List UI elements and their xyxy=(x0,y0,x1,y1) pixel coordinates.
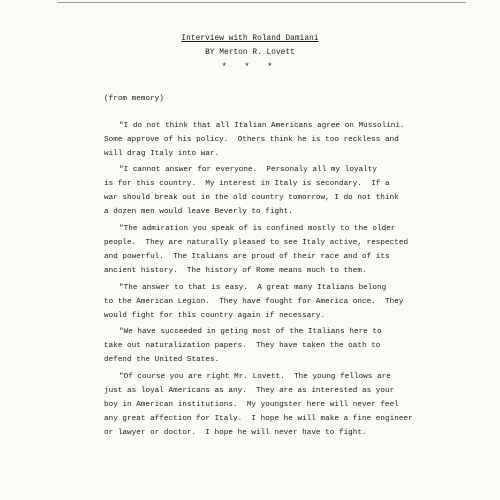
paragraph-3 xyxy=(104,222,500,278)
text-line: is for this country. My interest in Italy is secondary. If a xyxy=(104,180,390,188)
section-separator: * * * xyxy=(221,62,279,72)
text-line: war should break out in the old country tomorrow, I do not think xyxy=(104,194,399,202)
text-line: "I do not think that all Italian Americans agree on Mussolini. xyxy=(119,122,405,130)
text-line: "The answer to that is easy. A great many Italians belong xyxy=(119,284,387,292)
text-line: "I cannot answer for everyone. Personaly all my loyalty xyxy=(119,166,377,174)
paragraph-2 xyxy=(104,163,500,219)
page-top-edge xyxy=(58,2,466,3)
paragraph-1 xyxy=(104,119,500,161)
text-line: "Of course you are right Mr. Lovett. The young fellows are xyxy=(119,373,391,381)
text-line: "The admiration you speak of is confined mostly to the older xyxy=(119,225,396,233)
text-line: will drag Italy into war. xyxy=(104,150,220,158)
paragraph-4 xyxy=(104,281,500,323)
text-line: to the American Legion. They have fought for America once. They xyxy=(104,298,404,306)
text-line: take out naturalization papers. They have taken the oath to xyxy=(104,342,381,350)
author-byline: BY Merton R. Lovett xyxy=(205,49,295,57)
text-line: ancient history. The history of Rome means much to them. xyxy=(104,267,367,275)
text-line: Some approve of his policy. Others think he is too reckless and xyxy=(104,136,399,144)
paragraph-6 xyxy=(104,370,500,440)
source-note: (from memory) xyxy=(104,95,164,103)
document-title: Interview with Roland Damiani xyxy=(181,35,319,43)
text-line: and powerful. The Italians are proud of their race and of its xyxy=(104,253,390,261)
text-line: any great affection for Italy. I hope he will make a fine engineer xyxy=(104,415,413,423)
text-line: defend the United States. xyxy=(104,356,220,364)
paragraph-5 xyxy=(104,325,500,367)
text-line: people. They are naturally pleased to see Italy active, respected xyxy=(104,239,409,247)
text-line: just as loyal Americans as any. They are as interested as your xyxy=(104,387,395,395)
text-line: or lawyer or doctor. I hope he will never have to fight. xyxy=(104,429,367,437)
text-line: would fight for this country again if necessary. xyxy=(104,312,326,320)
text-line: boy in American institutions. My youngster here will never feel xyxy=(104,401,399,409)
text-line: "We have succeeded in geting most of the Italians here to xyxy=(119,328,382,336)
text-line: a dozen men would leave Beverly to fight. xyxy=(104,208,293,216)
